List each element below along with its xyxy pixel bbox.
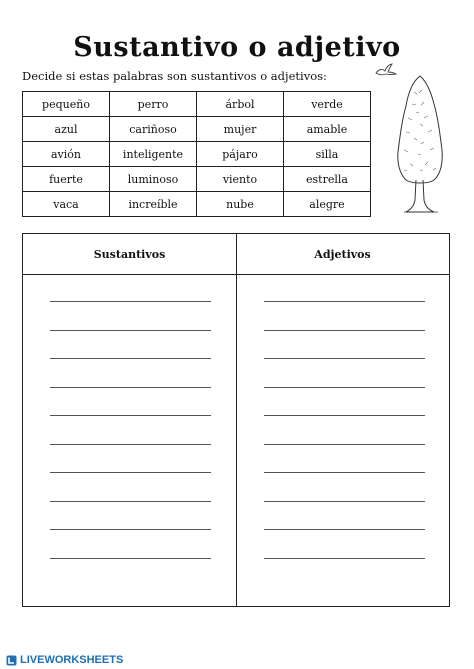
word-cell: pájaro [197, 142, 284, 167]
word-cell: amable [284, 117, 371, 142]
liveworksheets-logo-icon [6, 655, 17, 666]
word-cell: azul [23, 117, 110, 142]
word-cell: alegre [284, 192, 371, 217]
word-cell: pequeño [23, 92, 110, 117]
word-cell: silla [284, 142, 371, 167]
word-row [23, 92, 371, 117]
word-cell: árbol [197, 92, 284, 117]
adjetivo-answer-line[interactable] [264, 301, 425, 302]
sustantivo-answer-line[interactable] [50, 501, 211, 502]
page-title: Sustantivo o adjetivo [73, 32, 401, 63]
tree-icon [394, 72, 446, 218]
word-cell: estrella [284, 167, 371, 192]
word-cell: viento [197, 167, 284, 192]
adjetivo-answer-line[interactable] [264, 330, 425, 331]
column-divider [236, 234, 237, 606]
word-grid [22, 91, 371, 217]
footer-brand [6, 654, 123, 666]
sustantivo-answer-line[interactable] [50, 358, 211, 359]
sustantivo-answer-line[interactable] [50, 301, 211, 302]
word-cell: verde [284, 92, 371, 117]
word-cell: vaca [23, 192, 110, 217]
sustantivo-answer-line[interactable] [50, 529, 211, 530]
word-row [23, 192, 371, 217]
adjetivo-answer-line[interactable] [264, 415, 425, 416]
adjetivo-answer-line[interactable] [264, 472, 425, 473]
adjetivo-answer-line[interactable] [264, 529, 425, 530]
word-cell: inteligente [110, 142, 197, 167]
sustantivo-answer-line[interactable] [50, 558, 211, 559]
word-row [23, 142, 371, 167]
word-cell: nube [197, 192, 284, 217]
adjetivo-answer-line[interactable] [264, 358, 425, 359]
sorting-table [22, 233, 450, 607]
word-cell: perro [110, 92, 197, 117]
sustantivo-answer-line[interactable] [50, 444, 211, 445]
word-cell: avión [23, 142, 110, 167]
word-cell: fuerte [23, 167, 110, 192]
word-cell: increíble [110, 192, 197, 217]
word-cell: luminoso [110, 167, 197, 192]
footer-brand-text: LIVEWORKSHEETS [20, 654, 124, 666]
word-row [23, 117, 371, 142]
adjetivo-answer-line[interactable] [264, 387, 425, 388]
sustantivo-answer-line[interactable] [50, 472, 211, 473]
adjetivo-answer-line[interactable] [264, 501, 425, 502]
adjetivo-answer-line[interactable] [264, 444, 425, 445]
instruction-text: Decide si estas palabras son sustantivos o adjetivos: [22, 69, 327, 83]
sustantivo-answer-line[interactable] [50, 330, 211, 331]
column-header-sustantivos: Sustantivos [93, 248, 166, 261]
sustantivo-answer-line[interactable] [50, 387, 211, 388]
word-cell: cariñoso [110, 117, 197, 142]
word-row [23, 167, 371, 192]
word-cell: mujer [197, 117, 284, 142]
column-header-adjetivos: Adjetivos [314, 248, 371, 261]
adjetivo-answer-line[interactable] [264, 558, 425, 559]
sustantivo-answer-line[interactable] [50, 415, 211, 416]
